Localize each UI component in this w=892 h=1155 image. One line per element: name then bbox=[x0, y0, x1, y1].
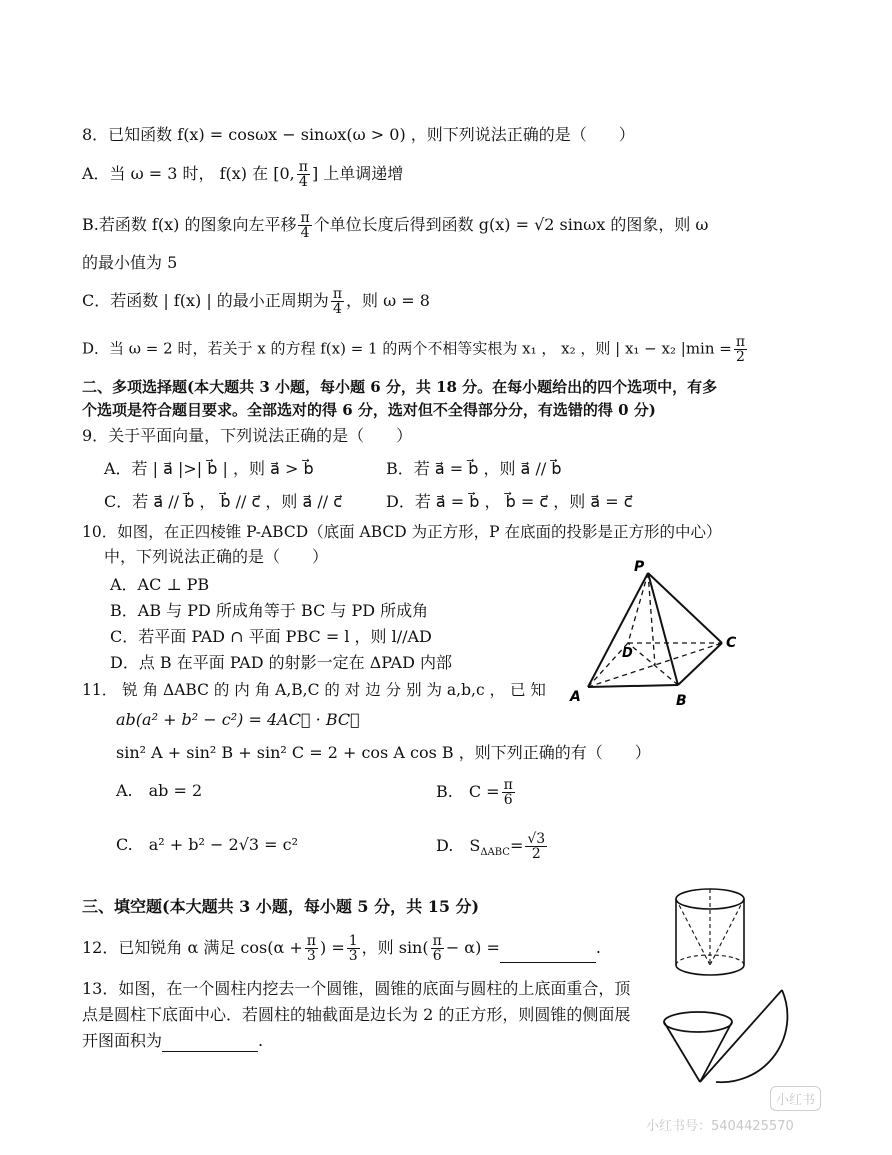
q10-stem-line1: 10．如图，在正四棱锥 P-ABCD（底面 ABCD 为正方形，P 在底面的投影是正方形的中心） bbox=[82, 523, 722, 541]
q11-d-fraction bbox=[525, 832, 547, 861]
q12-f3-num: π bbox=[432, 933, 442, 949]
q12-frac-1 bbox=[305, 934, 318, 963]
q8-c-prefix: C．若函数 | f(x) | 的最小正周期为 bbox=[82, 291, 329, 310]
q8-option-b bbox=[82, 211, 708, 240]
q10-option-d: D．点 B 在平面 PAD 的射影一定在 ΔPAD 内部 bbox=[110, 653, 453, 672]
q13-answer-blank[interactable] bbox=[162, 1033, 258, 1052]
q12-prefix: 12．已知锐角 α 满足 cos(α + bbox=[82, 938, 303, 957]
q11-stem-line3: sin² A + sin² B + sin² C = 2 + cos A cos B ，则下列正确的有（ ） bbox=[116, 743, 651, 762]
q11-stem-line2: ab(a² + b² − c²) = 4AC⃗ · BC⃗ bbox=[116, 710, 360, 729]
q11-b-frac-den: 6 bbox=[503, 792, 513, 808]
q8-d-fraction bbox=[734, 335, 747, 364]
q10-option-b: B．AB 与 PD 所成角等于 BC 与 PD 所成角 bbox=[110, 601, 429, 620]
q8-option-a bbox=[82, 160, 403, 189]
section2-heading-line1: 二、多项选择题(本大题共 3 小题，每小题 6 分，共 18 分。在每小题给出的四个选项中，有多 bbox=[82, 378, 718, 396]
q12-f2-den: 3 bbox=[348, 948, 358, 964]
q13-line2: 点是圆柱下底面中心．若圆柱的轴截面是边长为 2 的正方形，则圆锥的侧面展 bbox=[82, 1005, 631, 1024]
q12-answer-blank[interactable] bbox=[500, 944, 596, 963]
q8-b-prefix: B.若函数 f(x) 的图象向左平移 bbox=[82, 215, 297, 234]
q9-option-b: B．若 a⃗ = b⃗ ，则 a⃗ // b⃗ bbox=[386, 459, 562, 478]
q8-c-frac-num: π bbox=[332, 286, 343, 302]
q13-line1: 13．如图，在一个圆柱内挖去一个圆锥，圆锥的底面与圆柱的上底面重合，顶 bbox=[82, 979, 631, 998]
cylinder-bottom-front bbox=[676, 965, 744, 975]
q8-a-fraction bbox=[297, 160, 310, 189]
q8-d-frac-den: 2 bbox=[735, 349, 745, 365]
edge-pa bbox=[588, 573, 648, 687]
q10-option-c: C．若平面 PAD ∩ 平面 PBC = l ，则 l//AD bbox=[110, 627, 432, 646]
q8-c-frac-den: 4 bbox=[332, 301, 342, 317]
q8-option-d bbox=[82, 335, 749, 364]
section2-heading-line2: 个选项是符合题目要求。全部选对的得 6 分，选对但不全得部分分，有选错的得 0 分) bbox=[82, 401, 656, 419]
q8-d-prefix: D．当 ω = 2 时，若关于 x 的方程 f(x) = 1 的两个不相等实根为 x₁ ， x₂ ，则 | x₁ − x₂ |min = bbox=[82, 339, 732, 358]
q13-line3 bbox=[82, 1030, 263, 1052]
q8-b-line2: 的最小值为 5 bbox=[82, 253, 178, 272]
q9-option-a: A．若 | a⃗ |>| b⃗ | ，则 a⃗ > b⃗ bbox=[104, 459, 314, 478]
edge-pc bbox=[648, 573, 722, 643]
q9-stem: 9．关于平面向量，下列说法正确的是（ ） bbox=[82, 426, 413, 445]
q8-a-frac-den: 4 bbox=[298, 174, 308, 190]
q11-b-prefix: B. C = bbox=[436, 782, 500, 801]
q12-suffix: − α) = bbox=[445, 938, 500, 957]
q12-f2-num: 1 bbox=[348, 933, 358, 949]
q11-stem-line1: 11． 锐 角 ΔABC 的 内 角 A,B,C 的 对 边 分 别 为 a,b,c ， 已 知 bbox=[82, 681, 546, 699]
q8-b-fraction bbox=[298, 211, 311, 240]
q11-b-frac-num: π bbox=[503, 777, 513, 793]
q11-option-c: C. a² + b² − 2√3 = c² bbox=[116, 835, 299, 854]
q13-line3-prefix: 开图面积为 bbox=[82, 1031, 163, 1050]
label-a: A bbox=[570, 689, 581, 705]
q10-stem-line2: 中，下列说法正确的是（ ） bbox=[104, 547, 329, 566]
q13-line3-end: . bbox=[258, 1031, 264, 1050]
q11-option-a: A. ab = 2 bbox=[116, 781, 203, 800]
q11-option-d bbox=[436, 832, 549, 864]
label-c: C bbox=[726, 635, 737, 651]
q11-b-fraction bbox=[502, 778, 515, 807]
q11-d-frac-den: 2 bbox=[531, 846, 541, 862]
q9-option-c: C．若 a⃗ // b⃗ ， b⃗ // c⃗ ，则 a⃗ // c⃗ bbox=[104, 492, 343, 511]
section3-heading: 三、填空题(本大题共 3 小题，每小题 5 分，共 15 分) bbox=[82, 897, 480, 916]
cone-development-figure bbox=[658, 982, 798, 1086]
q8-c-suffix: ，则 ω = 8 bbox=[346, 291, 430, 310]
label-b: B bbox=[676, 693, 687, 709]
q12-f1-num: π bbox=[306, 933, 316, 949]
q12-text bbox=[82, 934, 601, 963]
q12-frac-2 bbox=[347, 934, 360, 963]
cylinder-cone-figure bbox=[666, 885, 756, 981]
q11-option-b bbox=[436, 778, 517, 807]
q12-f3-den: 6 bbox=[432, 948, 442, 964]
watermark-logo: 小红书 bbox=[770, 1086, 821, 1111]
q8-c-fraction bbox=[331, 287, 344, 316]
q8-a-prefix: A．当 ω = 3 时， f(x) 在 [0, bbox=[82, 164, 295, 183]
q11-d-eq: = bbox=[509, 836, 524, 855]
cone-base-ellipse bbox=[664, 1012, 732, 1032]
q8-stem: 8．已知函数 f(x) = cosωx − sinωx(ω > 0) ，则下列说法正确的是（ ） bbox=[82, 125, 635, 144]
q11-d-sub: ΔABC bbox=[480, 847, 510, 859]
q9-option-d: D．若 a⃗ = b⃗ ， b⃗ = c⃗ ，则 a⃗ = c⃗ bbox=[386, 492, 633, 511]
watermark-id: 小红书号：5404425570 bbox=[646, 1119, 794, 1134]
q11-d-prefix: D. S bbox=[436, 836, 481, 855]
q11-d-frac-num: √3 bbox=[527, 831, 546, 847]
q12-end: . bbox=[595, 938, 601, 957]
q12-f1-den: 3 bbox=[306, 948, 316, 964]
label-p: P bbox=[634, 559, 645, 575]
q10-option-a: A．AC ⊥ PB bbox=[110, 575, 210, 594]
q8-d-frac-num: π bbox=[735, 334, 746, 350]
edge-bc bbox=[678, 643, 722, 685]
q8-b-frac-den: 4 bbox=[300, 225, 310, 241]
sector-edge bbox=[700, 990, 782, 1082]
q8-b-frac-num: π bbox=[300, 210, 310, 226]
q8-a-frac-num: π bbox=[298, 159, 308, 175]
sector-arc bbox=[716, 990, 787, 1082]
diag-bd bbox=[628, 643, 678, 685]
q12-frac-3 bbox=[431, 934, 444, 963]
pyramid-figure bbox=[560, 555, 750, 715]
q8-b-suffix: 个单位长度后得到函数 g(x) = √2 sinωx 的图象，则 ω bbox=[313, 215, 709, 234]
label-d: D bbox=[622, 646, 633, 661]
q8-a-suffix: ] 上单调递增 bbox=[311, 164, 404, 183]
q8-option-c bbox=[82, 287, 430, 316]
edge-ab bbox=[588, 685, 678, 687]
q12-mid1: ) = bbox=[319, 938, 345, 957]
edge-pd bbox=[628, 573, 648, 643]
q12-mid2: ，则 sin( bbox=[361, 938, 429, 957]
